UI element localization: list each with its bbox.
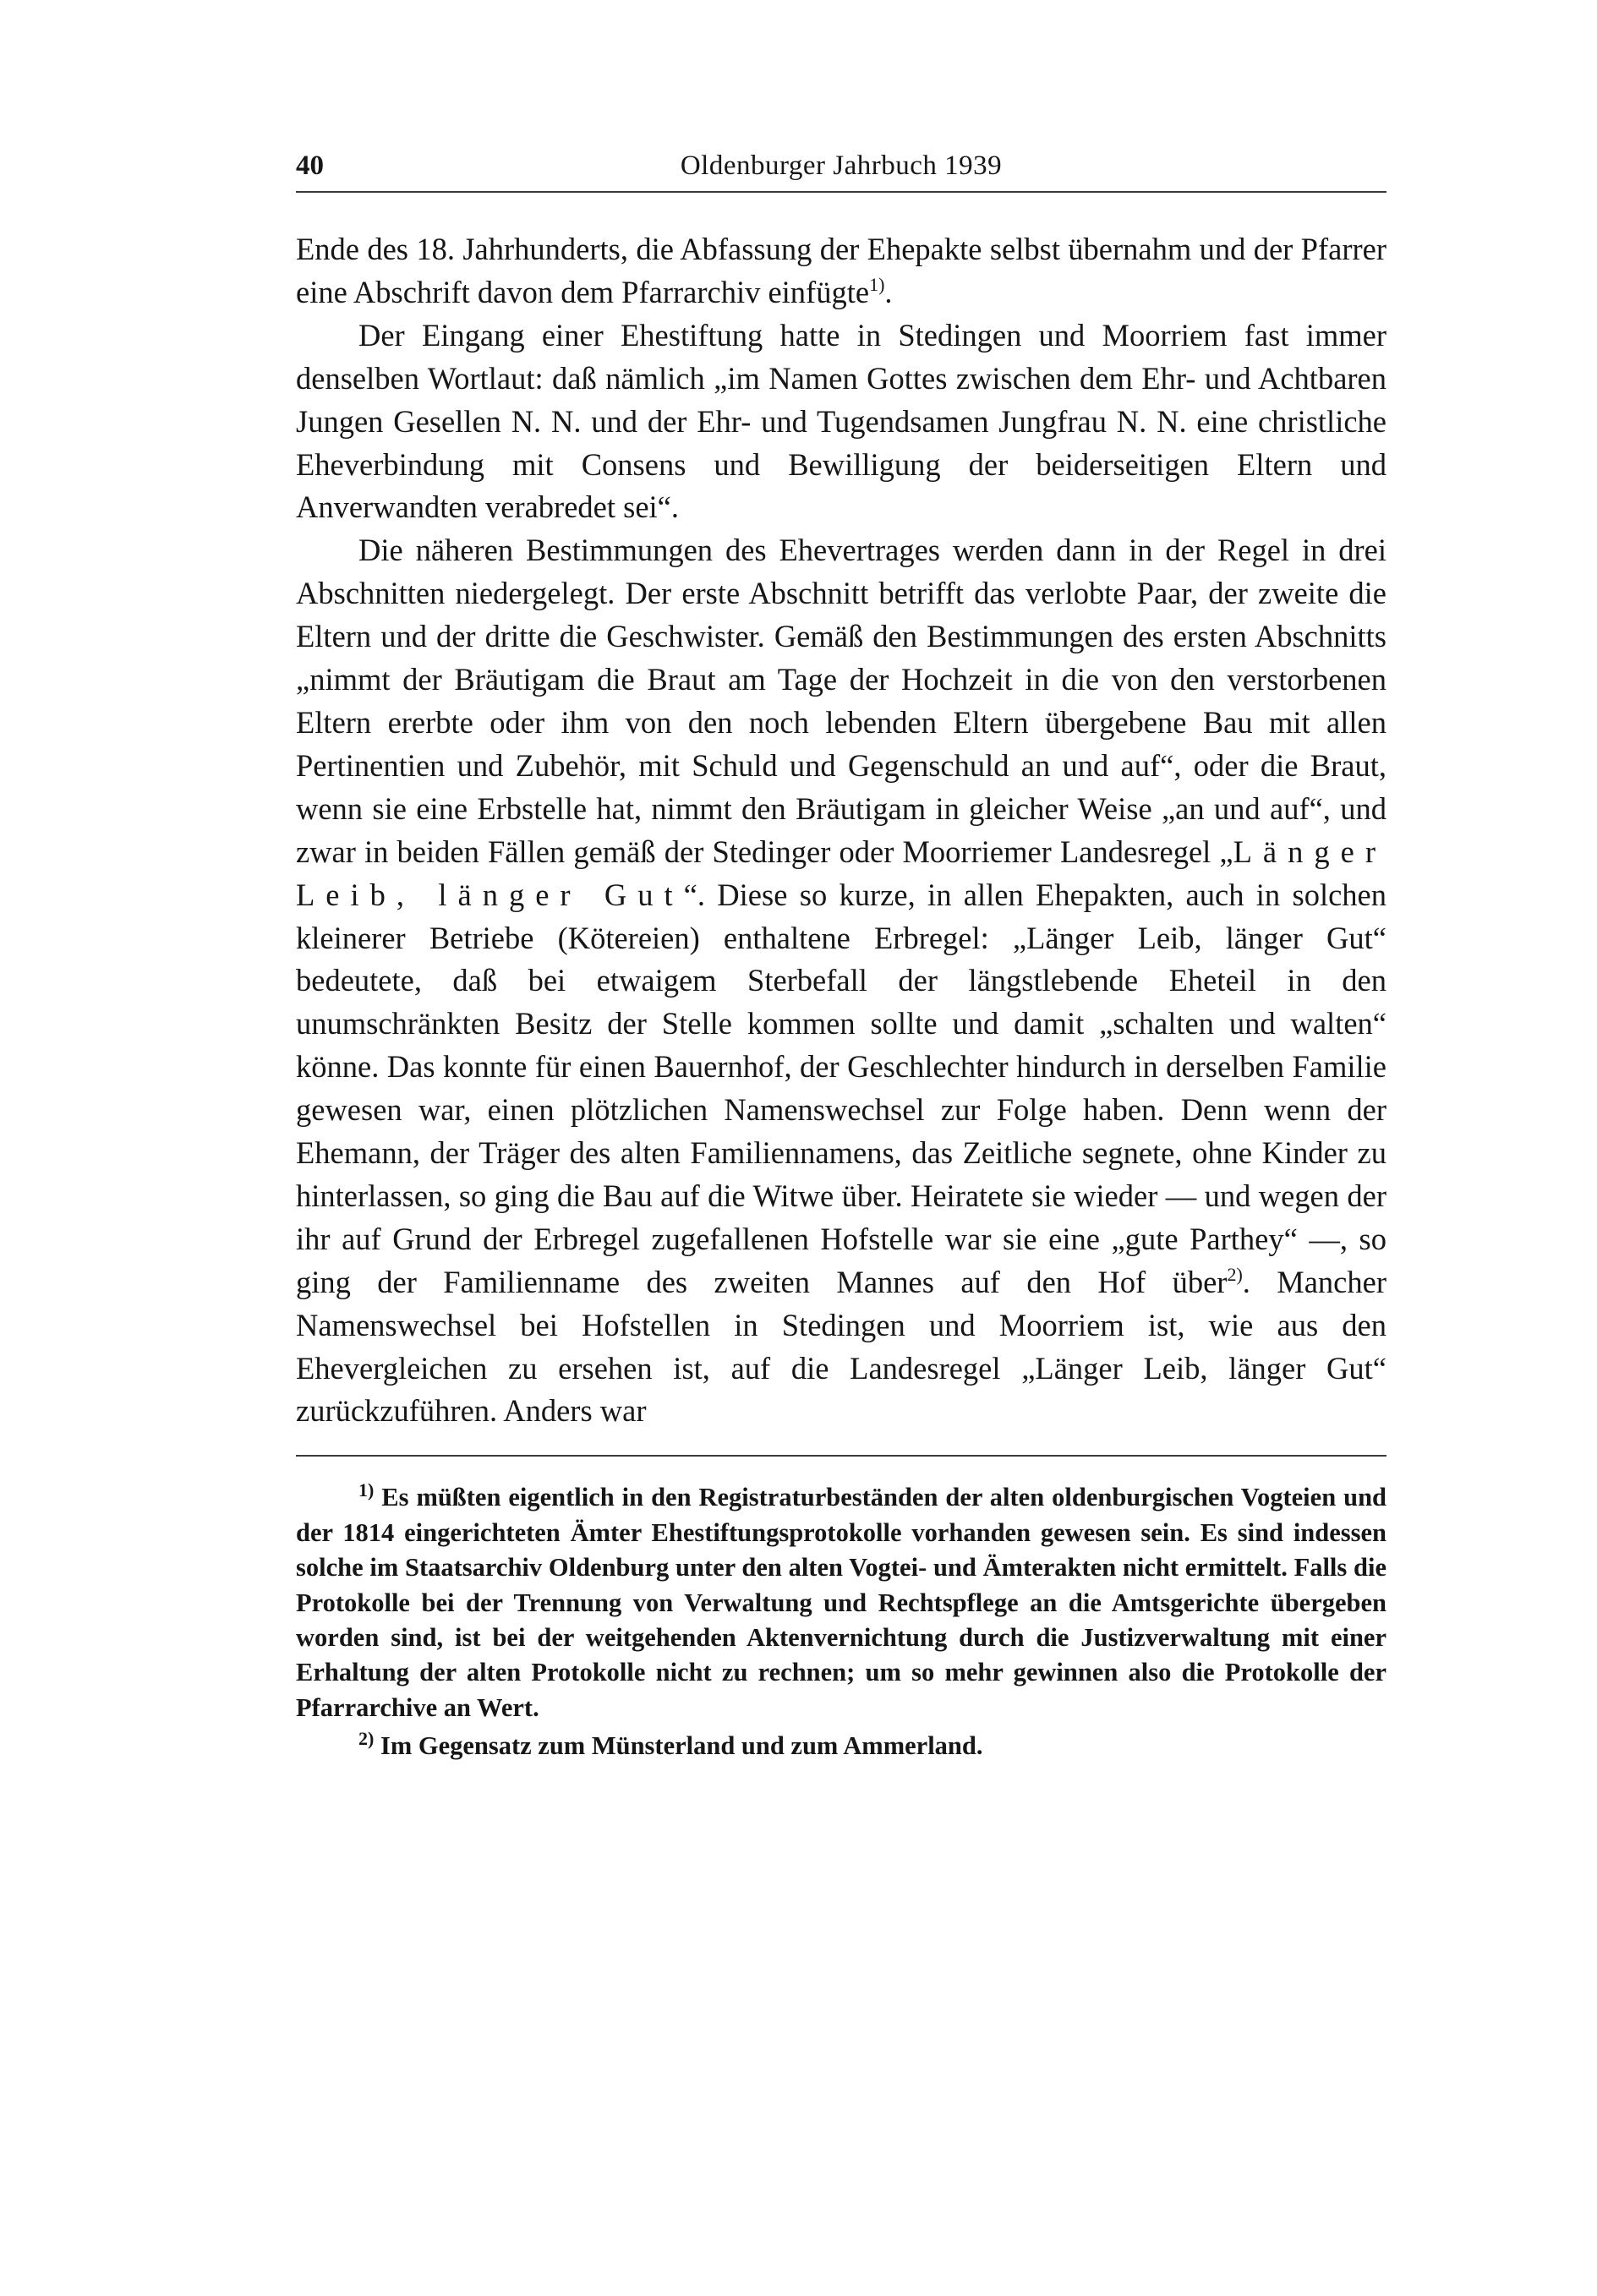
page-number: 40	[296, 150, 324, 181]
footnotes	[296, 1480, 1386, 1763]
paragraph-3-text-b: “. Diese so kurze, in allen Ehepakten, auch in solchen kleinerer Betriebe (Kötereien) enthaltene Erbregel: „Länger Leib, länger Gut“ bedeutete, daß bei etwaigem Sterbefall der längstlebende Eheteil in den unumschränkten Besitz der Stelle kommen sollte und damit „schalten und walten“ könne. Das konnte für einen Bauernhof, der Geschlechter hindurch in derselben Familie gewesen war, einen plötzlichen Namenswechsel zur Folge haben. Denn wenn der Ehemann, der Träger des alten Familiennamens, das Zeitliche segnete, ohne Kinder zu hinterlassen, so ging die Bau auf die Witwe über. Heiratete sie wieder — und wegen der ihr auf Grund der Erbregel zugefallenen Hofstelle war sie eine „gute Parthey“ —, so ging der Familienname des zweiten Mannes auf den Hof über	[296, 877, 1386, 1299]
body-text	[296, 228, 1386, 1433]
spaced-emphasis: Länger Leib, länger Gut	[296, 834, 1386, 912]
footnote-rule	[296, 1455, 1386, 1457]
paragraph-2: Der Eingang einer Ehestiftung hatte in Stedingen und Moorriem fast immer denselben Wortlaut: daß nämlich „im Namen Gottes zwischen dem Ehr- und Achtbaren Jungen Gesellen N. N. und der Ehr- und Tugendsamen Jungfrau N. N. eine christliche Eheverbindung mit Consens und Bewilligung der beiderseitigen Eltern und Anverwandten verabredet sei“.	[296, 317, 1386, 525]
paragraph-1	[296, 228, 1386, 314]
footnote-2-text: Im Gegensatz zum Münsterland und zum Ammerland.	[380, 1731, 983, 1761]
footnote-2-mark: 2)	[358, 1728, 375, 1750]
paragraph-1-end: .	[884, 274, 893, 309]
paragraph-1-text: Ende des 18. Jahrhunderts, die Abfassung der Ehepakte selbst übernahm und der Pfarrer eine Abschrift davon dem Pfarrarchiv einfügte	[296, 232, 1386, 309]
footnote-1-mark: 1)	[358, 1479, 375, 1501]
header-rule	[296, 191, 1386, 193]
paragraph-3-text-c: . Mancher Namenswechsel bei Hofstellen in Stedingen und Moorriem ist, wie aus den Ehevergleichen zu ersehen ist, auf die Landesregel „Länger Leib, länger Gut“ zurückzuführen. Anders war	[296, 1264, 1386, 1429]
footnote-1-text: Es müßten eigentlich in den Registraturbeständen der alten oldenburgischen Vogteien und der 1814 eingerichteten Ämter Ehestiftungsprotokolle vorhanden gewesen sein. Es sind indessen solche im Staatsarchiv Oldenburg unter den alten Vogtei- und Ämterakten nicht ermittelt. Falls die Protokolle bei der Trennung von Verwaltung und Rechtspflege an die Amtsgerichte übergeben worden sind, ist bei der weitgehenden Aktenvernichtung durch die Justizverwaltung mit einer Erhaltung der alten Protokolle nicht zu rechnen; um so mehr gewinnen also die Protokolle der Pfarrarchive an Wert.	[296, 1483, 1386, 1722]
running-header	[296, 144, 1386, 188]
document-page	[296, 144, 1386, 1764]
footnote-2	[296, 1729, 1386, 1763]
footnote-ref-1: 1)	[869, 273, 885, 295]
footnote-1	[296, 1480, 1386, 1725]
paragraph-3-text-a: Die näheren Bestimmungen des Ehevertrages werden dann in der Regel in drei Abschnitten niedergelegt. Der erste Abschnitt betrifft das verlobte Paar, der zweite die Eltern und der dritte die Geschwister. Gemäß den Bestimmungen des ersten Abschnitts „nimmt der Bräutigam die Braut am Tage der Hochzeit in die von den verstorbenen Eltern ererbte oder ihm von den noch lebenden Eltern übergebene Bau mit allen Pertinentien und Zubehör, mit Schuld und Gegenschuld an und auf“, oder die Braut, wenn sie eine Erbstelle hat, nimmt den Bräutigam in gleicher Weise „an und auf“, und zwar in beiden Fällen gemäß der Stedinger oder Moorriemer Landesregel „	[296, 533, 1386, 869]
journal-title: Oldenburger Jahrbuch 1939	[680, 150, 1003, 181]
footnote-ref-2: 2)	[1227, 1263, 1243, 1285]
paragraph-3	[296, 529, 1386, 1433]
